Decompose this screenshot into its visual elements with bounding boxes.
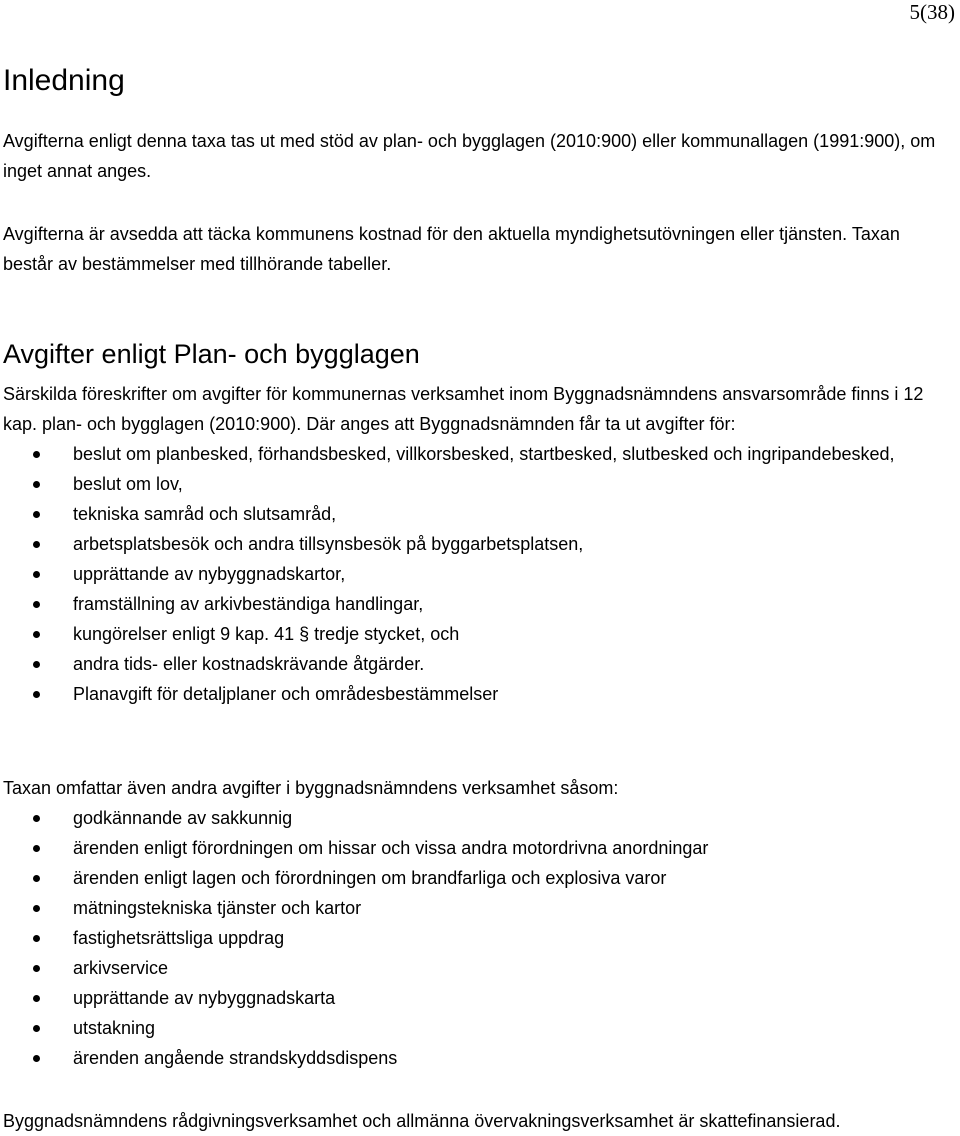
list-item-text: godkännande av sakkunnig [73,808,293,828]
page-number: 5(38) [909,0,955,24]
list-item [0,803,950,833]
bullet-icon [33,571,40,578]
bullet-icon [33,481,40,488]
list-item [0,469,950,499]
heading-avgifter-pbl: Avgifter enligt Plan- och bygglagen [3,339,420,369]
bullet-icon [33,845,40,852]
list-item [0,529,950,559]
list-item-text: ärenden angående strandskyddsdispens [73,1048,398,1068]
list-item [0,983,950,1013]
list-item [0,679,950,709]
list-item [0,649,950,679]
pbl-paragraph: Särskilda föreskrifter om avgifter för kommunernas verksamhet inom Byggnadsnämndens ansvarsområde finns i 12 kap. plan- och bygglagen (2010:900). Där anges att Byggnadsnämnden får ta ut avgifter för: [3,384,924,434]
bullet-icon [33,631,40,638]
list-item-text: andra tids- eller kostnadskrävande åtgärder. [73,654,425,674]
bullet-icon [33,965,40,972]
list-item-text: framställning av arkivbeständiga handlingar, [73,594,424,614]
list-item [0,1013,950,1043]
bullet-icon [33,875,40,882]
bullet-icon [33,661,40,668]
list-item [0,619,950,649]
list-item-text: fastighetsrättsliga uppdrag [73,928,285,948]
footer-paragraph: Byggnadsnämndens rådgivningsverksamhet och allmänna övervakningsverksamhet är skattefinansierad. [3,1111,841,1131]
list-item-text: utstakning [73,1018,156,1038]
bullet-icon [33,601,40,608]
bullet-icon [33,1055,40,1062]
intro-paragraph-2: Avgifterna är avsedda att täcka kommunens kostnad för den aktuella myndighetsutövningen eller tjänsten. Taxan består av bestämmelser med tillhörande tabeller. [3,224,900,274]
bullet-icon [33,995,40,1002]
other-fees-list [0,803,950,1073]
bullet-icon [33,541,40,548]
bullet-icon [33,815,40,822]
list-item [0,439,950,469]
list-item-text: ärenden enligt förordningen om hissar och vissa andra motordrivna anordningar [73,838,709,858]
list-item [0,863,950,893]
list-item-text: tekniska samråd och slutsamråd, [73,504,337,524]
bullet-icon [33,935,40,942]
intro-paragraph-1: Avgifterna enligt denna taxa tas ut med stöd av plan- och bygglagen (2010:900) eller kommunallagen (1991:900), om inget annat anges. [3,131,936,181]
list-item [0,559,950,589]
list-item-text: beslut om planbesked, förhandsbesked, villkorsbesked, startbesked, slutbesked och ingripandebesked, [73,444,895,464]
list-item [0,499,950,529]
pbl-fee-list [0,439,950,709]
list-item [0,589,950,619]
bullet-icon [33,511,40,518]
list-item-text: arbetsplatsbesök och andra tillsynsbesök på byggarbetsplatsen, [73,534,584,554]
list-item [0,893,950,923]
list-item-text: upprättande av nybyggnadskarta [73,988,336,1008]
list-item-text: mätningstekniska tjänster och kartor [73,898,362,918]
bullet-icon [33,905,40,912]
other-fees-paragraph: Taxan omfattar även andra avgifter i byggnadsnämndens verksamhet såsom: [3,778,619,798]
list-item-text: kungörelser enligt 9 kap. 41 § tredje stycket, och [73,624,460,644]
list-item-text: arkivservice [73,958,169,978]
list-item [0,953,950,983]
list-item-text: upprättande av nybyggnadskartor, [73,564,346,584]
list-item-text: beslut om lov, [73,474,183,494]
heading-inledning: Inledning [3,64,125,97]
bullet-icon [33,451,40,458]
list-item-text: Planavgift för detaljplaner och områdesbestämmelser [73,684,499,704]
list-item [0,1043,950,1073]
bullet-icon [33,691,40,698]
list-item [0,833,950,863]
bullet-icon [33,1025,40,1032]
list-item [0,923,950,953]
list-item-text: ärenden enligt lagen och förordningen om brandfarliga och explosiva varor [73,868,667,888]
